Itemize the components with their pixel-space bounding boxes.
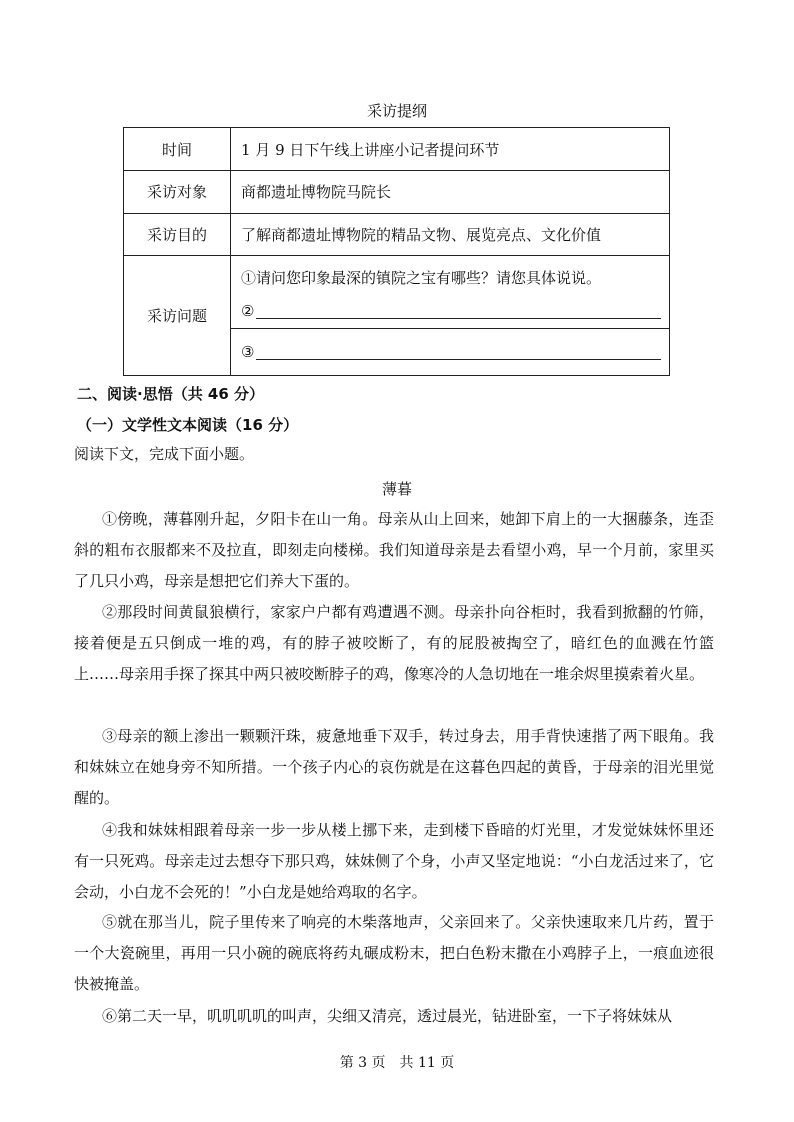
question-3-blank[interactable] xyxy=(256,344,661,360)
table-divider xyxy=(231,328,669,329)
question-3 xyxy=(231,335,669,369)
story-title: 薄暮 xyxy=(381,480,412,498)
subsection-heading: （一）文学性文本阅读（16 分） xyxy=(77,416,299,434)
story-paragraph-1: ①傍晚，薄暮刚升起，夕阳卡在山一角。母亲从山上回来，她卸下肩上的一大捆藤条，连歪斜的粗布衣服都来不及拉直，即刻走向楼梯。我们知道母亲是去看望小鸡，早一个月前，家里买了几只小鸡，母亲是想把它们养大下蛋的。 xyxy=(74,510,714,590)
row-label-purpose: 采访目的 xyxy=(124,213,231,255)
question-2-blank[interactable] xyxy=(256,303,661,319)
interview-outline-table xyxy=(123,127,670,376)
question-3-number: ③ xyxy=(241,343,255,361)
story-paragraph-2: ②那段时间黄鼠狼横行，家家户户都有鸡遭遇不测。母亲扑向谷柜时，我看到掀翻的竹筛，接着便是五只倒成一堆的鸡，有的脖子被咬断了，有的屁股被掏空了，暗红色的血溅在竹篮上……母亲用手探了探其中两只被咬断脖子的鸡，像寒冷的人急切地在一堆余烬里摸索着火星。 xyxy=(74,603,714,683)
row-value-time: 1 月 9 日下午线上讲座小记者提问环节 xyxy=(241,140,500,159)
row-label-questions: 采访问题 xyxy=(124,255,231,375)
story-paragraph-5: ⑤就在那当儿，院子里传来了响亮的木柴落地声，父亲回来了。父亲快速取来几片药，置于一个大瓷碗里，再用一只小碗的碗底将药丸碾成粉末，把白色粉末撒在小鸡脖子上，一痕血迹很快被掩盖。 xyxy=(74,913,714,993)
instruction-text: 阅读下文，完成下面小题。 xyxy=(74,445,255,463)
story-paragraph-6: ⑥第二天一早，叽叽叽叽的叫声，尖细又清亮，透过晨光，钻进卧室，一下子将妹妹从 xyxy=(102,1007,673,1025)
table-caption: 采访提纲 xyxy=(366,102,427,120)
question-2-number: ② xyxy=(241,302,255,320)
row-value-purpose: 了解商都遗址博物院的精品文物、展览亮点、文化价值 xyxy=(241,225,602,244)
section-heading: 二、阅读·思悟（共 46 分） xyxy=(77,385,265,403)
question-1: ①请问您印象最深的镇院之宝有哪些？请您具体说说。 xyxy=(241,268,602,287)
story-paragraph-3: ③母亲的额上渗出一颗颗汗珠，疲惫地垂下双手，转过身去，用手背快速揩了两下眼角。我和妹妹立在她身旁不知所措。一个孩子内心的哀伤就是在这暮色四起的黄昏，于母亲的泪光里觉醒的。 xyxy=(74,727,714,807)
row-label-interviewee: 采访对象 xyxy=(124,170,231,213)
story-paragraph-4: ④我和妹妹相跟着母亲一步一步从楼上挪下来，走到楼下昏暗的灯光里，才发觉妹妹怀里还有一只死鸡。母亲走过去想夺下那只鸡，妹妹侧了个身，小声又坚定地说：“小白龙活过来了，它会动，小白龙不会死的！”小白龙是她给鸡取的名字。 xyxy=(74,821,714,901)
page-footer: 第 3 页 共 11 页 xyxy=(339,1055,455,1071)
row-label-time: 时间 xyxy=(124,128,231,170)
question-2 xyxy=(231,294,669,328)
row-value-interviewee: 商都遗址博物院马院长 xyxy=(241,183,392,201)
